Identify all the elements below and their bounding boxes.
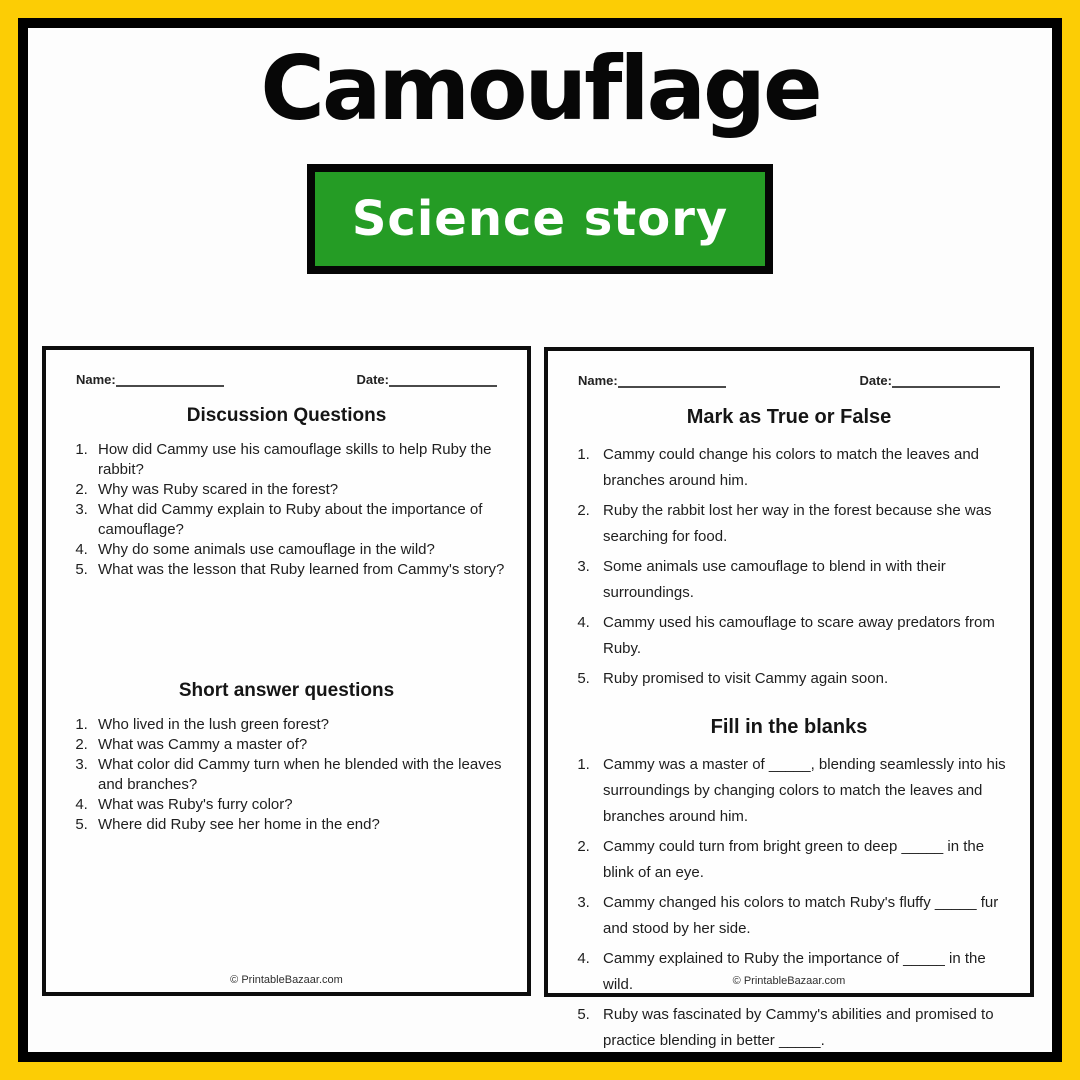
date-label: Date: bbox=[859, 373, 892, 388]
question-item: 3. Some animals use camouflage to blend in with their surroundings. bbox=[594, 554, 1016, 606]
question-item: 5. Ruby was fascinated by Cammy's abilities and promised to practice blending in better _____. bbox=[594, 1002, 1016, 1054]
name-date-row bbox=[562, 373, 1016, 388]
question-item: 2. Why was Ruby scared in the forest? bbox=[92, 480, 513, 500]
fill-in-blanks-list bbox=[562, 752, 1016, 1054]
worksheet-title: Camouflage bbox=[260, 37, 820, 140]
true-false-list bbox=[562, 442, 1016, 692]
section-heading-short-answer: Short answer questions bbox=[178, 680, 395, 701]
question-item: 1. Who lived in the lush green forest? bbox=[92, 715, 513, 735]
date-field bbox=[356, 372, 497, 387]
question-item: 1. Cammy was a master of _____, blending seamlessly into his surroundings by changing colors to match the leaves and branches around him. bbox=[594, 752, 1016, 830]
name-blank-line bbox=[618, 373, 726, 388]
question-item: 2. Cammy could turn from bright green to deep _____ in the blink of an eye. bbox=[594, 834, 1016, 886]
category-banner bbox=[307, 164, 773, 274]
question-item: 2. What was Cammy a master of? bbox=[92, 735, 513, 755]
name-label: Name: bbox=[578, 373, 618, 388]
question-item: 4. Cammy explained to Ruby the importance of _____ in the wild. bbox=[594, 946, 1016, 998]
name-date-row bbox=[60, 372, 513, 387]
name-field bbox=[76, 372, 224, 387]
question-item: 3. What color did Cammy turn when he blended with the leaves and branches? bbox=[92, 755, 513, 795]
worksheet-canvas bbox=[28, 28, 1052, 1052]
copyright-footer: © PrintableBazaar.com bbox=[732, 975, 846, 987]
name-label: Name: bbox=[76, 372, 116, 387]
question-item: 3. Cammy changed his colors to match Ruby's fluffy _____ fur and stood by her side. bbox=[594, 890, 1016, 942]
section-heading-fill-blanks: Fill in the blanks bbox=[710, 716, 868, 738]
question-item: 4. What was Ruby's furry color? bbox=[92, 795, 513, 815]
name-field bbox=[578, 373, 726, 388]
section-heading-discussion-questions: Discussion Questions bbox=[186, 405, 387, 426]
section-heading-true-false: Mark as True or False bbox=[686, 406, 892, 428]
question-item: 2. Ruby the rabbit lost her way in the forest because she was searching for food. bbox=[594, 498, 1016, 550]
discussion-questions-list bbox=[60, 440, 513, 580]
copyright-footer: © PrintableBazaar.com bbox=[230, 974, 343, 986]
question-item: 5. Ruby promised to visit Cammy again soon. bbox=[594, 666, 1016, 692]
worksheet-page-right bbox=[544, 347, 1034, 1049]
question-item: 5. Where did Ruby see her home in the end? bbox=[92, 815, 513, 835]
question-item: 1. Cammy could change his colors to match the leaves and branches around him. bbox=[594, 442, 1016, 494]
date-blank-line bbox=[389, 372, 497, 387]
short-answer-questions-list bbox=[60, 715, 513, 835]
question-item: 5. What was the lesson that Ruby learned from Cammy's story? bbox=[92, 560, 513, 580]
name-blank-line bbox=[116, 372, 224, 387]
worksheet-page-left bbox=[42, 346, 531, 996]
question-item: 4. Why do some animals use camouflage in the wild? bbox=[92, 540, 513, 560]
date-blank-line bbox=[892, 373, 1000, 388]
date-field bbox=[859, 373, 1000, 388]
question-item: 3. What did Cammy explain to Ruby about the importance of camouflage? bbox=[92, 500, 513, 540]
date-label: Date: bbox=[356, 372, 389, 387]
question-item: 4. Cammy used his camouflage to scare away predators from Ruby. bbox=[594, 610, 1016, 662]
category-banner-label: Science story bbox=[351, 191, 729, 247]
question-item: 1. How did Cammy use his camouflage skills to help Ruby the rabbit? bbox=[92, 440, 513, 480]
